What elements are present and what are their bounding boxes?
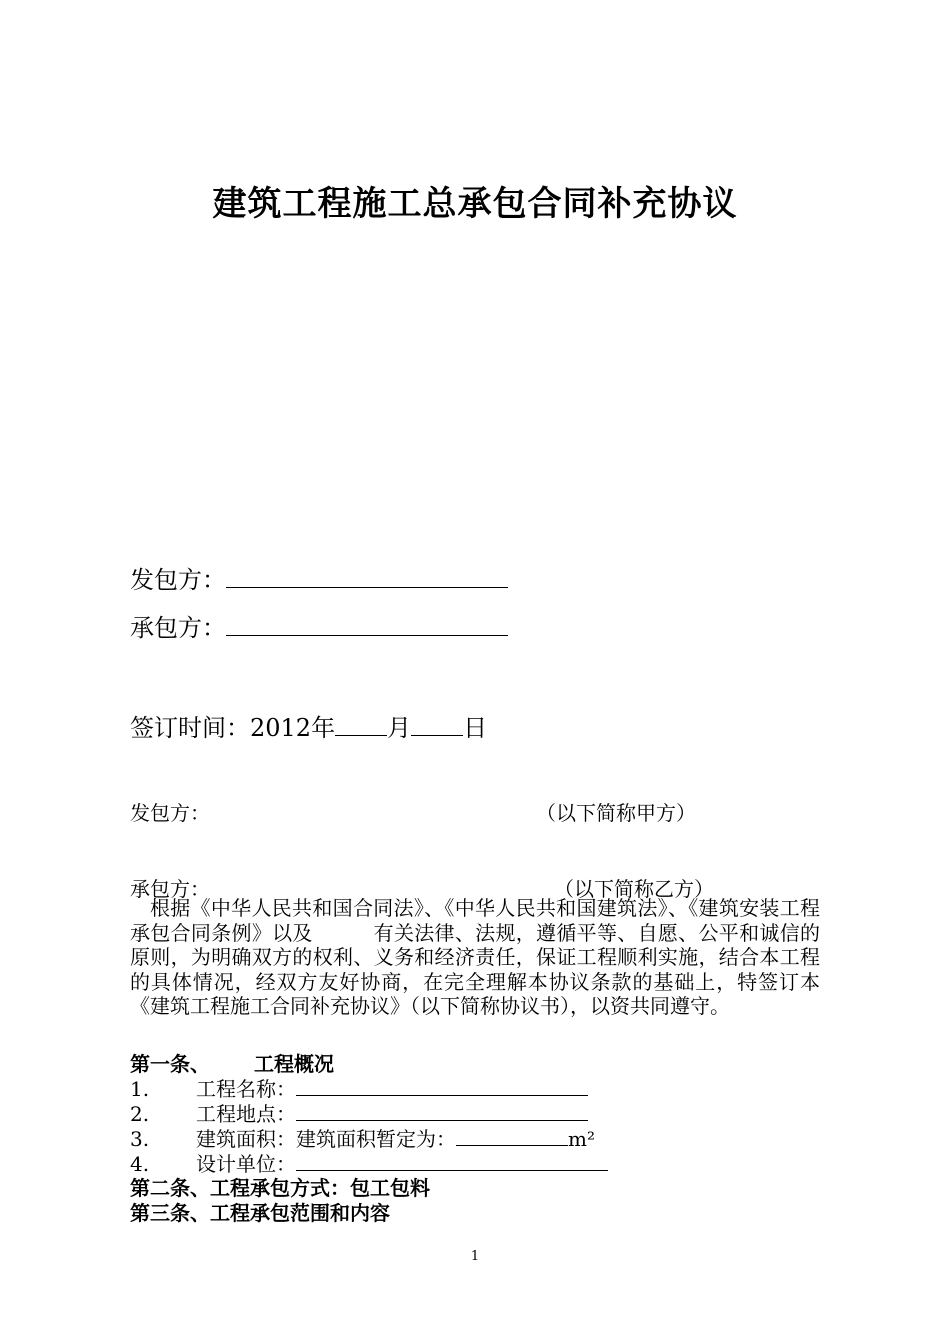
sign-day-blank <box>411 715 463 736</box>
item-blank <box>296 1152 608 1171</box>
item-label: 设计单位： <box>196 1152 296 1176</box>
party-contractor-alias: （以下简称乙方） <box>554 877 714 901</box>
item-blank <box>296 1102 588 1121</box>
item-label: 工程名称： <box>196 1077 296 1101</box>
item-number: 2. <box>130 1102 150 1126</box>
cover-contractor-label: 承包方： <box>130 614 226 642</box>
sign-month-blank <box>335 715 387 736</box>
item-unit: m² <box>568 1127 595 1151</box>
item-number: 1. <box>130 1077 150 1101</box>
intro-paragraph: 根据《中华人民共和国合同法》、《中华人民共和国建筑法》、《建筑安装工程承包合同条例》以及 有关法律、法规，遵循平等、自愿、公平和诚信的原则，为明确双方的权利、义务和经济责任，保证工程顺利实施，结合本工程的具体情况，经双方友好协商，在完全理解本协议条款的基础上，特签订本《建筑工程施工合同补充协议》（以下简称协议书），以资共同遵守。 <box>130 896 820 1018</box>
party-employer-alias: （以下简称甲方） <box>536 801 696 825</box>
sign-day-label: 日 <box>463 714 488 742</box>
item-number: 4. <box>130 1152 150 1176</box>
cover-employer-row <box>130 560 508 595</box>
cover-employer-label: 发包方： <box>130 566 226 594</box>
sign-time-label: 签订时间： <box>130 714 250 742</box>
party-contractor-label: 承包方： <box>130 877 210 901</box>
sign-month-label: 月 <box>387 714 412 742</box>
sign-time-row <box>130 708 487 743</box>
item-blank <box>456 1127 568 1146</box>
article3-heading: 第三条、工程承包范围和内容 <box>130 1201 390 1225</box>
article2-heading: 第二条、工程承包方式：包工包料 <box>130 1176 430 1200</box>
item-label: 工程地点： <box>196 1102 296 1126</box>
cover-contractor-row <box>130 608 508 643</box>
party-employer-label: 发包方： <box>130 801 210 825</box>
item-blank <box>296 1077 588 1096</box>
sign-year: 2012年 <box>250 714 336 742</box>
article1-heading-title: 工程概况 <box>254 1052 334 1076</box>
cover-contractor-blank <box>226 615 508 636</box>
article1-heading-num: 第一条、 <box>130 1052 210 1076</box>
page-number: 1 <box>470 1249 480 1264</box>
document-title: 建筑工程施工总承包合同补充协议 <box>212 184 738 224</box>
item-number: 3. <box>130 1127 150 1151</box>
cover-employer-blank <box>226 567 508 588</box>
item-label: 建筑面积：建筑面积暂定为： <box>196 1127 456 1151</box>
